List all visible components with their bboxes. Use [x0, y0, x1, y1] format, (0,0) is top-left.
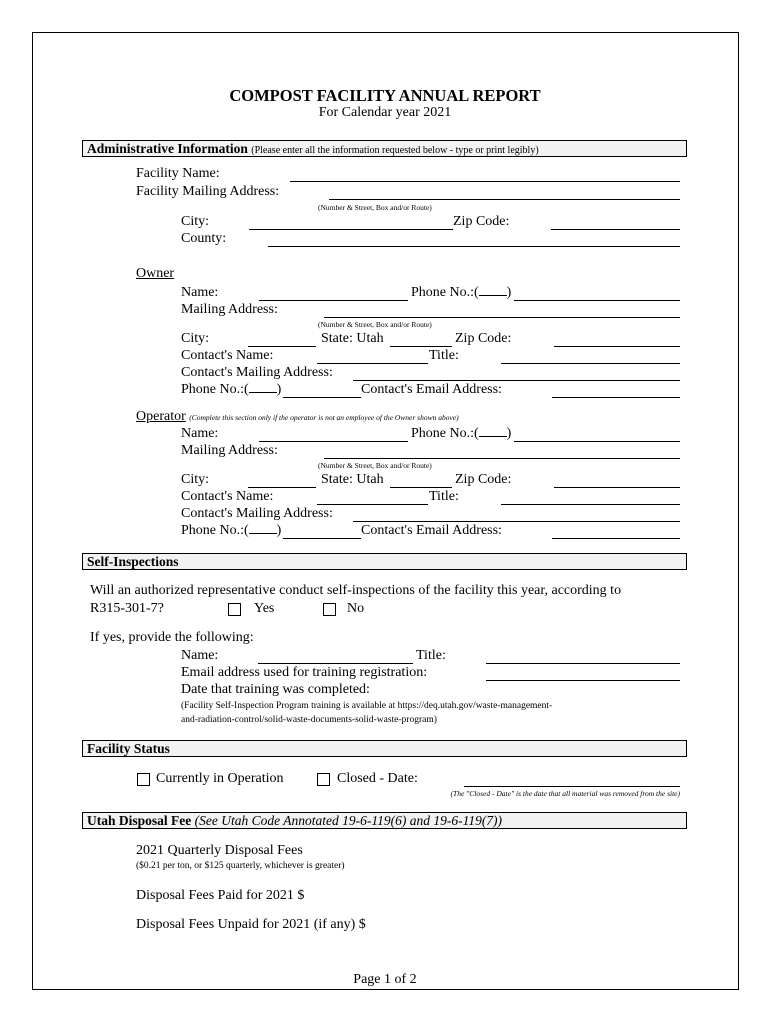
owner-name-label: Name:	[181, 285, 219, 300]
admin-header-note: (Please enter all the information requested below - type or print legibly)	[251, 145, 539, 156]
operator-contact-name-field[interactable]	[317, 504, 428, 505]
training-date-label: Date that training was completed:	[181, 682, 370, 697]
operator-phone-close: )	[506, 426, 512, 441]
owner-mailing-label: Mailing Address:	[181, 302, 278, 317]
inspector-name-label: Name:	[181, 648, 219, 663]
facility-name-label: Facility Name:	[136, 166, 220, 181]
facility-county-field[interactable]	[268, 246, 680, 247]
owner-heading: Owner	[136, 266, 175, 281]
owner-title-label: Title:	[429, 348, 459, 363]
closed-checkbox[interactable]	[317, 773, 330, 786]
form-title: COMPOST FACILITY ANNUAL REPORT	[229, 86, 541, 105]
inspector-title-label: Title:	[416, 648, 446, 663]
self-inspections-header	[82, 553, 687, 570]
owner-contact-mailing-field[interactable]	[353, 380, 680, 381]
operator-contact-email-label: Contact's Email Address:	[361, 523, 502, 538]
operator-zip-label: Zip Code:	[455, 472, 512, 487]
closed-date-note: (The "Closed - Date" is the date that all material was removed from the site)	[450, 789, 680, 798]
owner-street-hint: (Number & Street, Box and/or Route)	[318, 320, 432, 329]
facility-mailing-label: Facility Mailing Address:	[136, 184, 280, 199]
operating-label: Currently in Operation	[156, 771, 284, 786]
operator-state-field[interactable]	[390, 487, 452, 488]
closed-date-field[interactable]	[464, 786, 680, 787]
owner-contact-phone-open: Phone No.:(	[181, 382, 249, 397]
yes-label: Yes	[254, 601, 275, 616]
owner-zip-field[interactable]	[554, 346, 680, 347]
owner-state-label: State: Utah	[321, 331, 384, 346]
operator-contact-email-field[interactable]	[552, 538, 680, 539]
operating-checkbox[interactable]	[137, 773, 150, 786]
if-yes-label: If yes, provide the following:	[90, 630, 254, 645]
facility-street-hint: (Number & Street, Box and/or Route)	[318, 203, 432, 212]
self-inspection-question-line1: Will an authorized representative conduct self-inspections of the facility this year, according to	[90, 583, 622, 598]
operator-name-field[interactable]	[259, 441, 408, 442]
operator-contact-mailing-label: Contact's Mailing Address:	[181, 506, 333, 521]
disposal-fee-header-ref: (See Utah Code Annotated 19-6-119(6) and 19-6-119(7))	[194, 813, 503, 828]
training-email-field[interactable]	[486, 680, 680, 681]
facility-city-label: City:	[181, 214, 210, 229]
disposal-fee-header-label: Utah Disposal Fee	[87, 813, 192, 828]
owner-contact-phone-close: )	[276, 382, 282, 397]
operator-city-field[interactable]	[248, 487, 316, 488]
yes-checkbox[interactable]	[228, 603, 241, 616]
operator-contact-phone-close: )	[276, 523, 282, 538]
operator-name-label: Name:	[181, 426, 219, 441]
operator-phone-open: Phone No.:(	[411, 426, 479, 441]
operator-state-label: State: Utah	[321, 472, 384, 487]
facility-county-label: County:	[181, 231, 227, 246]
operator-contact-name-label: Contact's Name:	[181, 489, 274, 504]
facility-status-header-label: Facility Status	[87, 741, 170, 756]
inspector-name-field[interactable]	[258, 663, 413, 664]
facility-zip-field[interactable]	[551, 229, 680, 230]
owner-phone-label	[411, 285, 511, 301]
operator-title-field[interactable]	[501, 504, 680, 505]
admin-header-label: Administrative Information	[87, 141, 248, 156]
facility-mailing-field[interactable]	[329, 199, 680, 200]
owner-contact-email-field[interactable]	[552, 397, 680, 398]
owner-phone-open: Phone No.:(	[411, 285, 479, 300]
facility-zip-label: Zip Code:	[453, 214, 510, 229]
facility-status-header	[82, 740, 687, 757]
operator-city-label: City:	[181, 472, 210, 487]
operator-zip-field[interactable]	[554, 487, 680, 488]
owner-zip-label: Zip Code:	[455, 331, 512, 346]
owner-name-field[interactable]	[259, 300, 408, 301]
owner-contact-email-label: Contact's Email Address:	[361, 382, 502, 397]
admin-section-header	[82, 140, 687, 157]
self-inspection-question-line2: R315-301-7?	[90, 601, 164, 616]
fees-paid-label: Disposal Fees Paid for 2021 $	[136, 888, 305, 903]
operator-contact-phone-label	[181, 523, 281, 539]
operator-contact-phone-field[interactable]	[283, 538, 361, 539]
owner-phone-close: )	[506, 285, 512, 300]
inspector-title-field[interactable]	[486, 663, 680, 664]
training-note-line1: (Facility Self-Inspection Program training is available at https://deq.utah.gov/waste-management-	[181, 701, 553, 711]
no-label: No	[347, 601, 365, 616]
self-inspections-header-label: Self-Inspections	[87, 554, 179, 569]
quarterly-fees-rate: ($0.21 per ton, or $125 quarterly, whichever is greater)	[136, 861, 345, 871]
operator-title-label: Title:	[429, 489, 459, 504]
operator-contact-mailing-field[interactable]	[353, 521, 680, 522]
operator-mailing-label: Mailing Address:	[181, 443, 278, 458]
owner-state-field[interactable]	[390, 346, 452, 347]
closed-label: Closed - Date:	[337, 771, 418, 786]
operator-street-hint: (Number & Street, Box and/or Route)	[318, 461, 432, 470]
no-checkbox[interactable]	[323, 603, 336, 616]
operator-heading	[136, 409, 459, 425]
owner-contact-name-label: Contact's Name:	[181, 348, 274, 363]
form-subtitle: For Calendar year 2021	[318, 105, 452, 120]
operator-mailing-field[interactable]	[324, 458, 680, 459]
owner-city-field[interactable]	[248, 346, 316, 347]
training-note-line2: and-radiation-control/solid-waste-documents-solid-waste-program)	[181, 715, 437, 725]
operator-heading-label: Operator	[136, 409, 186, 424]
facility-city-field[interactable]	[249, 229, 453, 230]
owner-contact-name-field[interactable]	[317, 363, 428, 364]
page-number: Page 1 of 2	[353, 972, 417, 987]
disposal-fee-header	[82, 812, 687, 829]
fees-unpaid-label: Disposal Fees Unpaid for 2021 (if any) $	[136, 917, 366, 932]
owner-mailing-field[interactable]	[324, 317, 680, 318]
owner-contact-mailing-label: Contact's Mailing Address:	[181, 365, 333, 380]
owner-city-label: City:	[181, 331, 210, 346]
owner-phone-field[interactable]	[514, 300, 680, 301]
operator-phone-field[interactable]	[514, 441, 680, 442]
operator-contact-phone-open: Phone No.:(	[181, 523, 249, 538]
facility-name-field[interactable]	[290, 181, 680, 182]
owner-contact-phone-label	[181, 382, 281, 398]
owner-title-field[interactable]	[501, 363, 680, 364]
quarterly-fees-label: 2021 Quarterly Disposal Fees	[136, 843, 303, 858]
operator-note: (Complete this section only if the operator is not an employee of the Owner shown above)	[189, 413, 459, 422]
operator-phone-label	[411, 426, 511, 442]
owner-contact-phone-field[interactable]	[283, 397, 361, 398]
training-email-label: Email address used for training registration:	[181, 665, 428, 680]
